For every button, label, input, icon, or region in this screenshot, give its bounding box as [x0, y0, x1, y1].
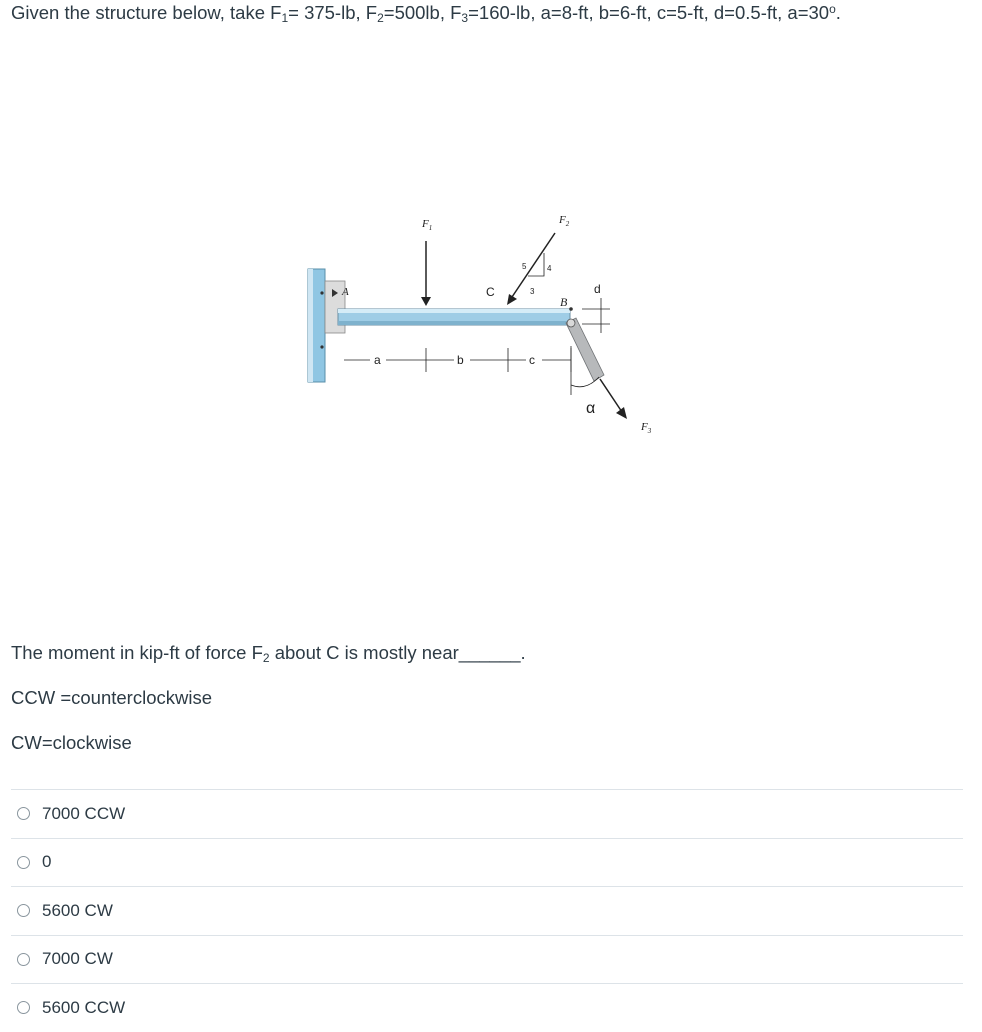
slope-3: 3 [530, 287, 535, 296]
dim-c-label: c [529, 353, 535, 367]
bolt [320, 291, 323, 294]
label-f2: $F_2$ [559, 214, 570, 228]
link-arm [566, 318, 604, 381]
prompt-post: about C is mostly near______. [269, 642, 526, 663]
question-f3-sub: 3 [461, 11, 469, 25]
slope-5: 5 [522, 262, 527, 271]
label-point-b: B [560, 295, 568, 309]
question-f1-sub: 1 [281, 11, 289, 25]
answer-option[interactable] [11, 838, 963, 887]
radio-button[interactable] [17, 904, 30, 917]
question-text [11, 2, 841, 24]
structure-figure [296, 205, 676, 445]
beam-top [338, 309, 570, 313]
question-f1-val: = 375-lb, F [288, 2, 378, 23]
answer-option[interactable] [11, 789, 963, 838]
label-point-c: C [486, 285, 495, 299]
question-lead: Given the structure below, take F [11, 2, 282, 23]
question-degree: o [829, 2, 836, 16]
label-f3: $F_3$ [641, 421, 652, 435]
label-point-a: A [342, 286, 349, 298]
question-f3-val: =160-lb, a=8-ft, b=6-ft, c=5-ft, d=0.5-ft, a=30 [468, 2, 830, 23]
label-d: d [594, 282, 601, 296]
pin-b [569, 307, 573, 311]
link-pin [567, 319, 575, 327]
prompt-line-1 [11, 642, 526, 664]
answer-option[interactable] [11, 886, 963, 935]
slope-triangle [528, 253, 544, 276]
label-alpha: α [586, 400, 596, 417]
question-f2-sub: 2 [377, 11, 384, 25]
question-end: . [835, 2, 841, 23]
dim-a-label: a [374, 353, 381, 367]
radio-button[interactable] [17, 953, 30, 966]
f1-arrowhead [421, 297, 431, 306]
answer-option[interactable] [11, 983, 963, 1032]
radio-button[interactable] [17, 807, 30, 820]
bolt [320, 345, 323, 348]
answer-label: 5600 CW [42, 900, 113, 920]
f3-arrow-line [600, 379, 622, 412]
radio-button[interactable] [17, 1001, 30, 1014]
prompt-sub: 2 [262, 651, 270, 665]
f3-arrowhead [616, 407, 627, 419]
radio-button[interactable] [17, 856, 30, 869]
answer-option[interactable] [11, 935, 963, 984]
label-f1: $F_1$ [422, 218, 433, 232]
answer-label: 7000 CCW [42, 803, 126, 823]
answer-label: 7000 CW [42, 949, 113, 969]
wall-shade [308, 269, 313, 382]
dim-b-label: b [457, 353, 464, 367]
answer-label: 0 [42, 852, 52, 872]
question-f2-val: =500lb, F [383, 2, 462, 23]
f2-arrowhead [507, 294, 517, 305]
answer-label: 5600 CCW [42, 997, 126, 1017]
beam-bottom [338, 321, 570, 325]
answer-list [11, 789, 963, 1032]
slope-4: 4 [547, 264, 552, 273]
prompt-line-3: CW=clockwise [11, 732, 132, 753]
prompt-line-2: CCW =counterclockwise [11, 687, 212, 708]
prompt-pre: The moment in kip-ft of force F [11, 642, 263, 663]
